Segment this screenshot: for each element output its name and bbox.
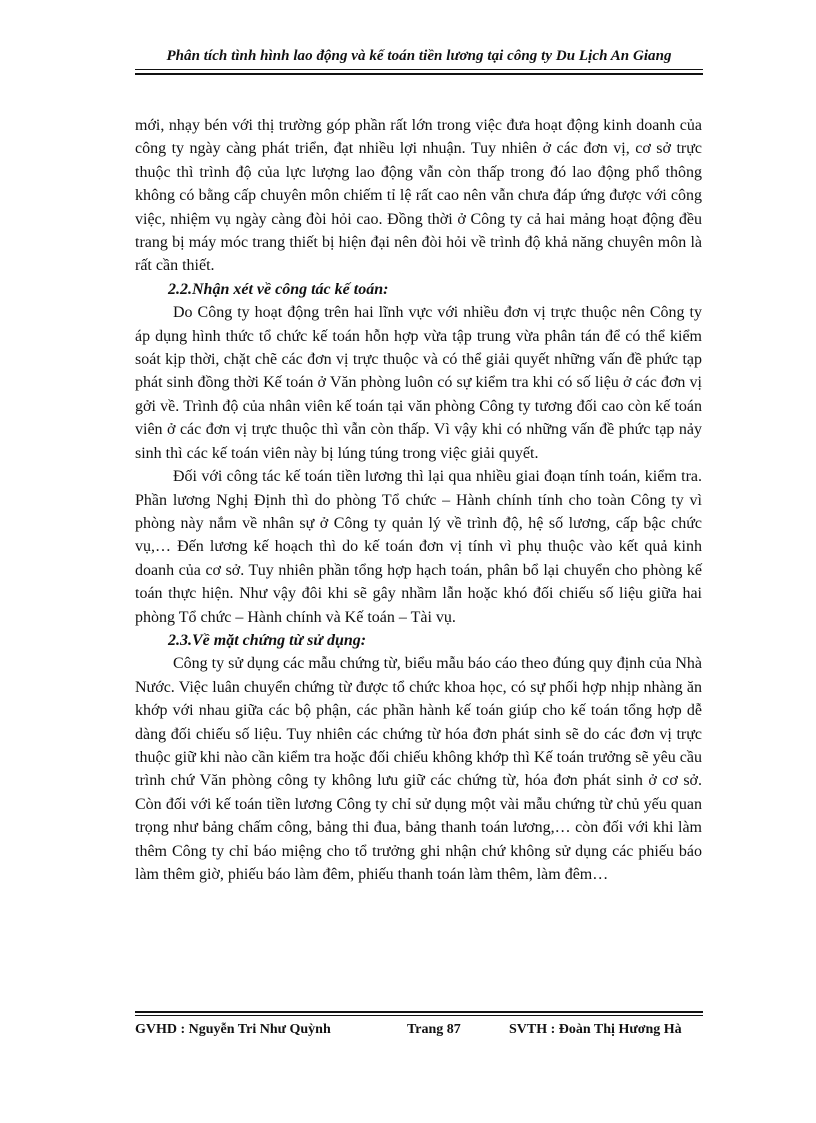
paragraph-accounting-organization: Do Công ty hoạt động trên hai lĩnh vực với nhiều đơn vị trực thuộc nên Công ty áp dụng hình thức tổ chức kế toán hỗn hợp vừa tập trung vừa phân tán để có thể kiểm soát kịp thời, chặt chẽ các đơn vị trực thuộc và có thể giải quyết những vấn đề phức tạp phát sinh đồng thời Kế toán ở Văn phòng luôn có sự kiểm tra khi có số liệu ở các đơn vị gởi về. Trình độ của nhân viên kế toán tại văn phòng Công ty tương đối cao còn kế toán viên ở các đơn vị trực thuộc thì vẫn còn thấp. Vì vậy khi có những vấn đề phức tạp nảy sinh thì các kế toán viên này bị lúng túng trong việc giải quyết. [135,304,702,462]
footer-page-number: Trang 87 [407,1022,461,1037]
footer-advisor: GVHD : Nguyễn Tri Như Quỳnh [135,1022,331,1037]
section-heading-accounting-review: 2.2.Nhận xét về công tác kế toán: [168,280,389,298]
paragraph-documents-usage: Công ty sử dụng các mẫu chứng từ, biểu mẫu báo cáo theo đúng quy định của Nhà Nước. Việc luân chuyển chứng từ được tổ chức khoa học, có sự phối hợp nhịp nhàng ăn khớp với nhau giữa các bộ phận, các phần hành kế toán giúp cho kế toán tổng hợp dễ dàng đối chiếu số liệu. Tuy nhiên các chứng từ hóa đơn phát sinh sẽ do các đơn vị trực thuộc giữ khi nào cần kiểm tra hoặc đối chiếu không khớp thì Kế toán trưởng sẽ yêu cầu trình chứ Văn phòng công ty không lưu giữ các chứng từ, hóa đơn phát sinh ở cơ sở. Còn đối với kế toán tiền lương Công ty chỉ sử dụng một vài mẫu chứng từ chủ yếu quan trọng như bảng chấm công, bảng thi đua, bảng thanh toán lương,… còn đối với khi làm thêm Công ty chỉ báo miệng cho tổ trưởng ghi nhận chứ không sử dụng các phiếu báo làm thêm giờ, phiếu báo làm đêm, phiếu thanh toán làm thêm, làm đêm… [135,655,703,883]
document-body [135,114,702,886]
paragraph-salary-accounting: Đối với công tác kế toán tiền lương thì lại qua nhiều giai đoạn tính toán, kiểm tra. Phần lương Nghị Định thì do phòng Tổ chức – Hành chính tính cho toàn Công ty vì phòng này nắm về nhân sự ở Công ty quản lý về trình độ, hệ số lương, cấp bậc chức vụ,… Đến lương kế hoạch thì do kế toán đơn vị tính vì phụ thuộc vào kết quả kinh doanh của cơ sở. Tuy nhiên phần tổng hợp hạch toán, phân bổ lại chuyển cho phòng kế toán thực hiện. Như vậy đôi khi sẽ gây nhầm lẫn hoặc khó đối chiếu số liệu giữa hai phòng Tổ chức – Hành chính và Kế toán – Tài vụ. [135,468,702,626]
header-divider [135,69,703,75]
section-heading-documents: 2.3.Về mặt chứng từ sử dụng: [168,631,367,649]
footer-student: SVTH : Đoàn Thị Hương Hà [509,1022,682,1037]
footer-divider [135,1011,703,1016]
page-header-title: Phân tích tình hình lao động và kế toán tiền lương tại công ty Du Lịch An Giang [166,48,672,64]
paragraph-intro: mới, nhạy bén với thị trường góp phần rất lớn trong việc đưa hoạt động kinh doanh của công ty ngày càng phát triển, đạt nhiều lợi nhuận. Tuy nhiên ở các đơn vị, cơ sở trực thuộc thì trình độ của lực lượng lao động vẫn còn thấp trong đó lao động phổ thông không có bằng cấp chuyên môn chiếm tỉ lệ rất cao nên vẫn chưa đáp ứng được với công việc, nhiệm vụ ngày càng đòi hỏi cao. Đồng thời ở Công ty cả hai mảng hoạt động đều trang bị máy móc trang thiết bị hiện đại nên đòi hỏi về trình độ khả năng chuyên môn là rất cần thiết. [135,117,702,275]
